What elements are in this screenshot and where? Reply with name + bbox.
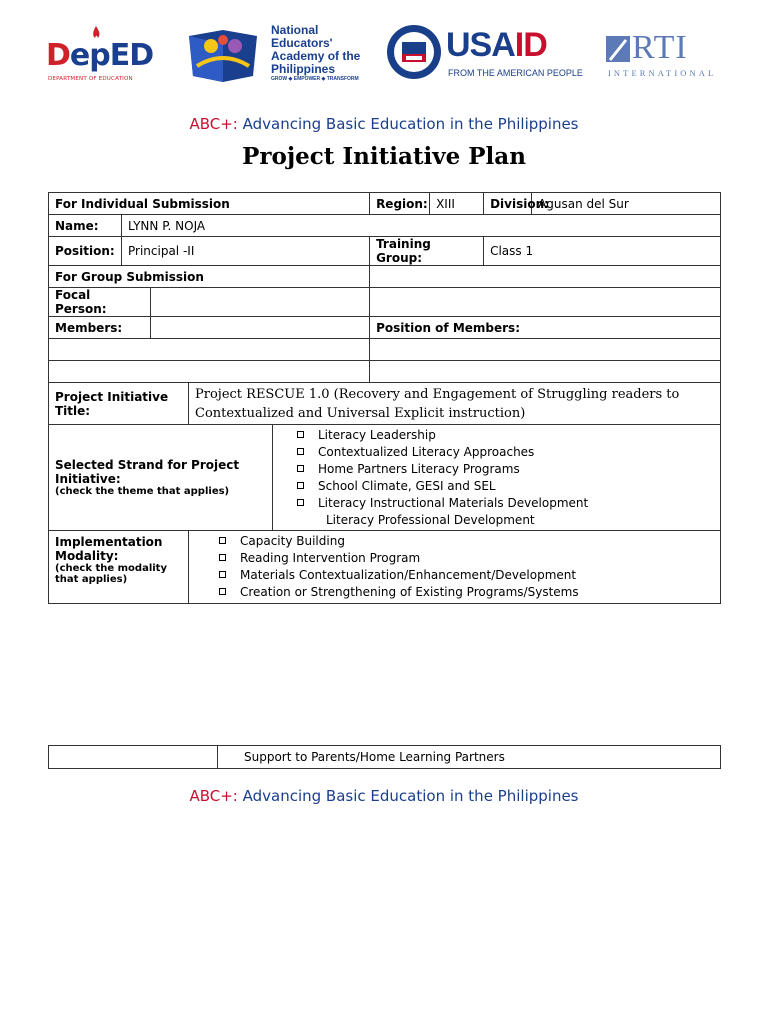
abc-prefix: ABC+: bbox=[189, 115, 238, 133]
neap-emblem-icon bbox=[183, 26, 263, 82]
project-title-label: Project Initiative Title: bbox=[49, 383, 189, 425]
usaid-logo bbox=[386, 24, 583, 84]
focal-person-right-cell[interactable] bbox=[370, 288, 721, 317]
checkbox-icon[interactable] bbox=[219, 537, 226, 544]
checkbox-icon[interactable] bbox=[219, 571, 226, 578]
continuation-table bbox=[48, 745, 721, 769]
abc-footer bbox=[0, 787, 768, 805]
checkbox-icon[interactable] bbox=[297, 465, 304, 472]
strand-option[interactable]: School Climate, GESI and SEL bbox=[297, 478, 714, 495]
modality-label: Implementation Modality: bbox=[55, 535, 163, 563]
abc-footer-prefix: ABC+: bbox=[189, 787, 238, 805]
members-position-row-1[interactable] bbox=[370, 339, 721, 361]
strand-options-cell bbox=[273, 425, 721, 531]
rti-logo bbox=[604, 29, 717, 80]
modality-option[interactable]: Reading Intervention Program bbox=[219, 550, 714, 567]
members-position-row-2[interactable] bbox=[370, 361, 721, 383]
name-label: Name: bbox=[49, 215, 122, 237]
abc-heading bbox=[0, 115, 768, 133]
focal-person-value[interactable] bbox=[151, 288, 370, 317]
group-submission-cell[interactable] bbox=[370, 266, 721, 288]
checkbox-icon[interactable] bbox=[297, 448, 304, 455]
deped-logo bbox=[46, 26, 158, 86]
checkbox-icon[interactable] bbox=[297, 431, 304, 438]
usaid-seal-icon bbox=[386, 24, 442, 80]
group-submission-label: For Group Submission bbox=[49, 266, 370, 288]
neap-name: National Educators' Academy of the Philippines bbox=[271, 23, 361, 76]
members-value[interactable] bbox=[151, 317, 370, 339]
members-row-1[interactable] bbox=[49, 339, 370, 361]
modality-options-cell bbox=[189, 531, 721, 604]
usaid-wordmark: USAID bbox=[446, 26, 547, 64]
training-group-value[interactable]: Class 1 bbox=[484, 237, 721, 266]
strand-label: Selected Strand for Project Initiative: bbox=[55, 458, 240, 486]
checkbox-icon[interactable] bbox=[219, 554, 226, 561]
division-label: Division: bbox=[484, 193, 532, 215]
region-label: Region: bbox=[370, 193, 430, 215]
checkbox-icon[interactable] bbox=[297, 482, 304, 489]
position-label: Position: bbox=[49, 237, 122, 266]
members-row-2[interactable] bbox=[49, 361, 370, 383]
strand-note: (check the theme that applies) bbox=[55, 486, 230, 497]
neap-logo bbox=[183, 22, 373, 86]
individual-submission-label: For Individual Submission bbox=[49, 193, 370, 215]
abc-footer-text: Advancing Basic Education in the Philippines bbox=[237, 787, 579, 805]
deped-wordmark: DepED bbox=[46, 38, 154, 73]
project-title-value[interactable]: Project RESCUE 1.0 (Recovery and Engagement of Struggling readers to Contextualized and Universal Explicit instruction) bbox=[189, 383, 721, 425]
training-group-label: Training Group: bbox=[370, 237, 484, 266]
strand-option-extra: Literacy Professional Development bbox=[326, 512, 535, 527]
strand-option[interactable]: Literacy Instructional Materials Development bbox=[297, 495, 714, 512]
continuation-left-cell bbox=[49, 746, 218, 769]
continuation-option[interactable]: Support to Parents/Home Learning Partners bbox=[218, 746, 721, 769]
modality-label-cell bbox=[49, 531, 189, 604]
rti-mark-icon bbox=[604, 34, 632, 64]
strand-option[interactable]: Home Partners Literacy Programs bbox=[297, 461, 714, 478]
region-value[interactable]: XIII bbox=[430, 193, 484, 215]
checkbox-icon[interactable] bbox=[297, 499, 304, 506]
modality-note: (check the modality that applies) bbox=[55, 563, 167, 585]
project-plan-table bbox=[48, 192, 721, 604]
page-title: Project Initiative Plan bbox=[242, 143, 526, 170]
strand-label-cell bbox=[49, 425, 273, 531]
rti-wordmark: RTI bbox=[632, 29, 688, 66]
modality-option[interactable]: Capacity Building bbox=[219, 533, 714, 550]
members-label: Members: bbox=[49, 317, 151, 339]
modality-option[interactable]: Creation or Strengthening of Existing Programs/Systems bbox=[219, 584, 714, 601]
rti-subtitle: INTERNATIONAL bbox=[608, 68, 717, 78]
abc-text: Advancing Basic Education in the Philippines bbox=[237, 115, 579, 133]
position-of-members-label: Position of Members: bbox=[370, 317, 721, 339]
position-value[interactable]: Principal -II bbox=[122, 237, 370, 266]
focal-person-label: Focal Person: bbox=[49, 288, 151, 317]
deped-subtitle: DEPARTMENT OF EDUCATION bbox=[48, 76, 133, 82]
strand-option[interactable]: Contextualized Literacy Approaches bbox=[297, 444, 714, 461]
neap-tagline: GROW ◆ EMPOWER ◆ TRANSFORM bbox=[271, 76, 359, 82]
modality-option[interactable]: Materials Contextualization/Enhancement/Development bbox=[219, 567, 714, 584]
checkbox-icon[interactable] bbox=[219, 588, 226, 595]
strand-option[interactable]: Literacy Leadership bbox=[297, 427, 714, 444]
usaid-subtitle: FROM THE AMERICAN PEOPLE bbox=[448, 68, 583, 78]
division-value[interactable]: Agusan del Sur bbox=[532, 193, 721, 215]
logo-bar bbox=[0, 20, 768, 90]
name-value[interactable]: LYNN P. NOJA bbox=[122, 215, 721, 237]
